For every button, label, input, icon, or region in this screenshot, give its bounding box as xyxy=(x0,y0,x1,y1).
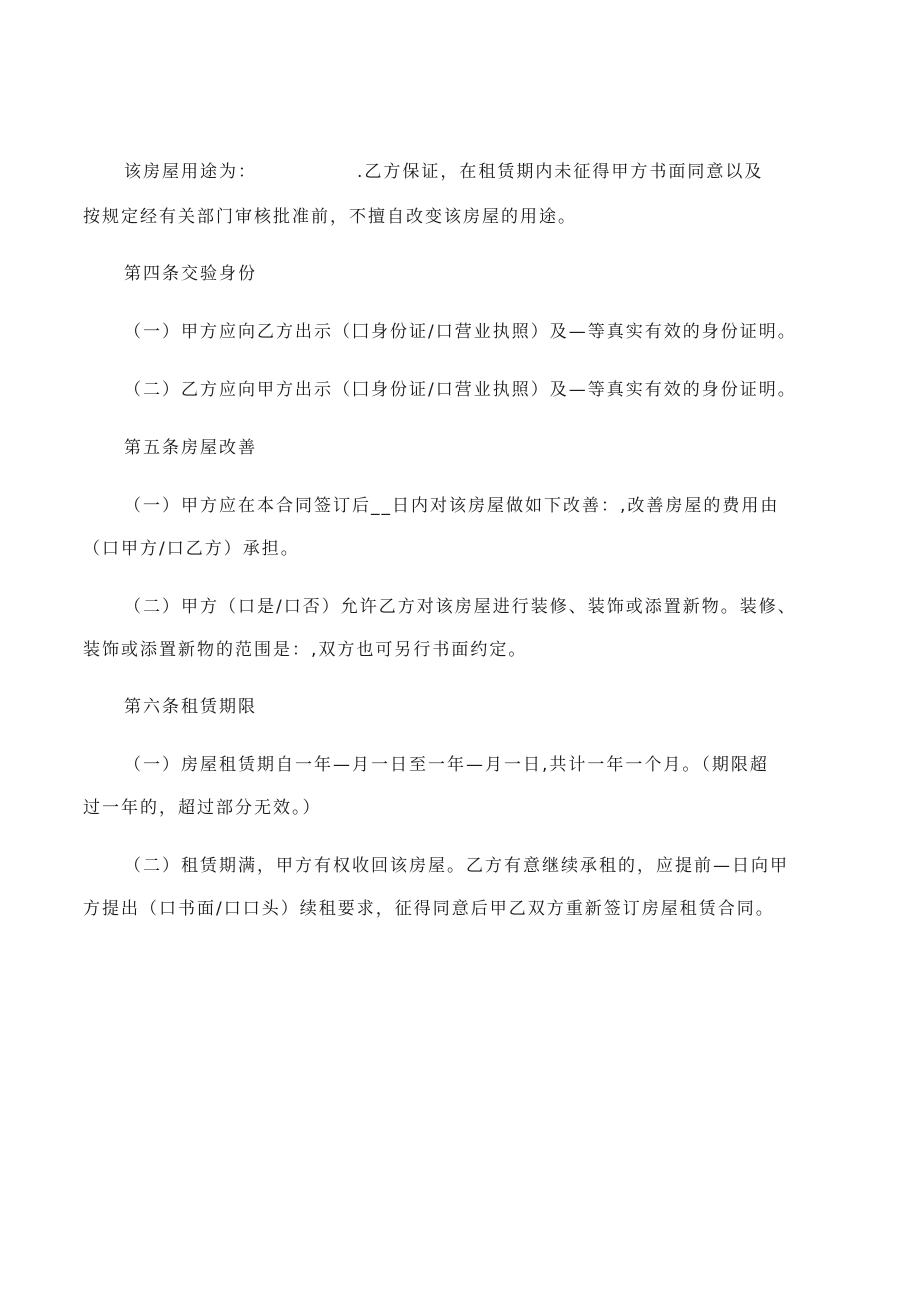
article-5-item-2-line1: （二）甲方（口是/口否）允许乙方对该房屋进行装修、装饰或添置新物。装修、 xyxy=(124,597,797,617)
article-5-item-1-line2: （口甲方/口乙方）承担。 xyxy=(83,539,300,559)
article-4-item-2: （二）乙方应向甲方出示（囗身份证/口营业执照）及—等真实有效的身份证明。 xyxy=(124,380,797,400)
paragraph-usage-line1 xyxy=(124,162,763,182)
article-5-heading: 第五条房屋改善 xyxy=(124,438,257,458)
article-6-item-1-line2: 过一年的，超过部分无效。） xyxy=(83,798,322,818)
usage-guarantee: .乙方保证，在租赁期内未征得甲方书面同意以及 xyxy=(357,162,764,182)
usage-label: 该房屋用途为： xyxy=(124,162,257,182)
article-6-item-2-line2: 方提出（口书面/口口头）续租要求，征得同意后甲乙双方重新签订房屋租赁合同。 xyxy=(83,899,775,919)
article-4-heading: 第四条交验身份 xyxy=(124,264,257,284)
article-5-item-1-line1: （一）甲方应在本合同签订后__日内对该房屋做如下改善：,改善房屋的费用由 xyxy=(124,496,780,516)
article-4-item-1: （一）甲方应向乙方出示（囗身份证/口营业执照）及—等真实有效的身份证明。 xyxy=(124,322,797,342)
article-5-item-2-line2: 装饰或添置新物的范围是：,双方也可另行书面约定。 xyxy=(83,640,528,660)
article-6-item-2-line1: （二）租赁期满，甲方有权收回该房屋。乙方有意继续承租的，应提前—日向甲 xyxy=(124,856,789,876)
paragraph-usage-line2: 按规定经有关部门审核批准前，不擅自改变该房屋的用途。 xyxy=(83,207,577,227)
article-6-item-1-line1: （一）房屋租赁期自一年—月一日至一年—月一日,共计一年一个月。（期限超 xyxy=(124,755,769,775)
article-6-heading: 第六条租赁期限 xyxy=(124,697,257,717)
